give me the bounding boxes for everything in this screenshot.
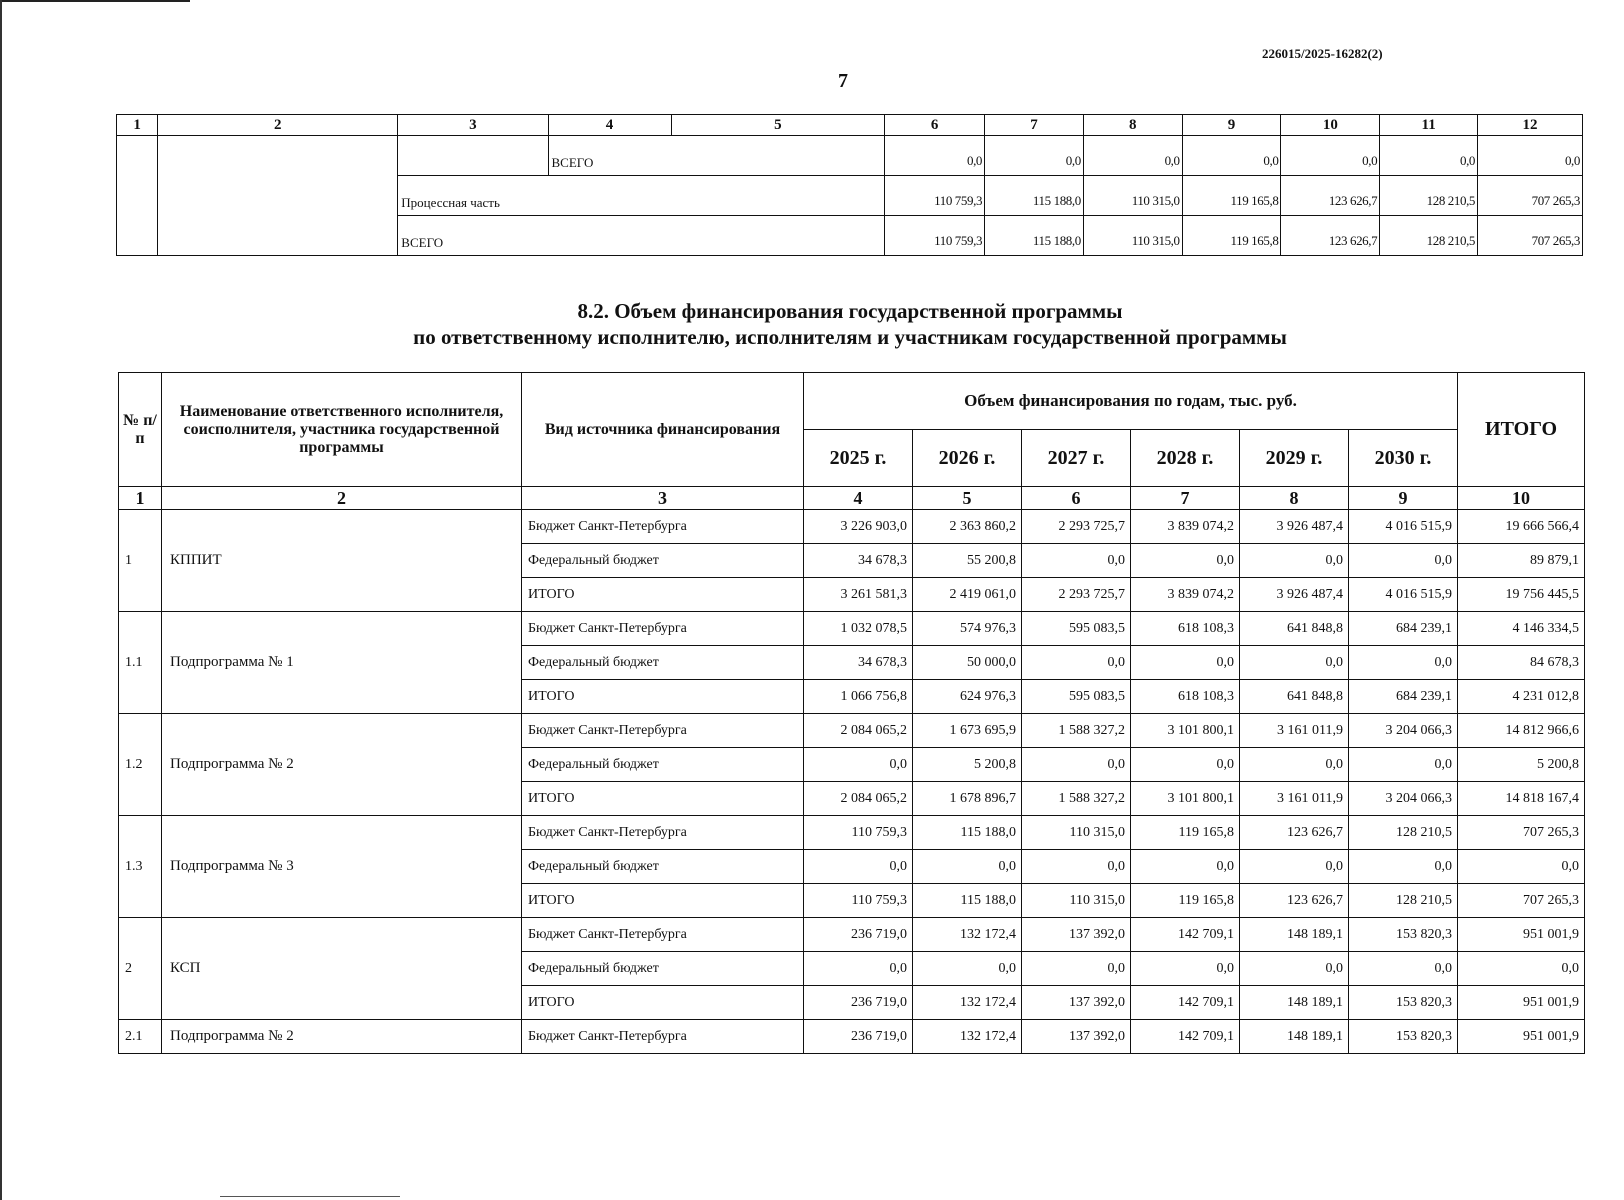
funding-source: Бюджет Санкт-Петербурга	[522, 612, 804, 646]
value-cell: 119 165,8	[1182, 176, 1281, 216]
row-index: 1	[119, 510, 162, 612]
executor-name: Подпрограмма № 2	[162, 1020, 522, 1054]
value-cell: 618 108,3	[1131, 612, 1240, 646]
value-cell: 55 200,8	[913, 544, 1022, 578]
value-cell: 707 265,3	[1478, 176, 1583, 216]
total-cell: 707 265,3	[1458, 816, 1585, 850]
value-cell: 153 820,3	[1349, 1020, 1458, 1054]
value-cell: 115 188,0	[985, 216, 1084, 256]
value-cell: 115 188,0	[913, 816, 1022, 850]
value-cell: 0,0	[1182, 136, 1281, 176]
value-cell: 110 315,0	[1022, 884, 1131, 918]
value-cell: 119 165,8	[1182, 216, 1281, 256]
header-year: 2027 г.	[1022, 430, 1131, 487]
value-cell: 0,0	[1022, 850, 1131, 884]
value-cell: 137 392,0	[1022, 918, 1131, 952]
total-cell: 707 265,3	[1458, 884, 1585, 918]
value-cell: 115 188,0	[985, 176, 1084, 216]
col-number: 3	[398, 115, 548, 136]
value-cell: 3 161 011,9	[1240, 782, 1349, 816]
value-cell: 2 084 065,2	[804, 714, 913, 748]
value-cell: 0,0	[1349, 748, 1458, 782]
table-row	[119, 612, 1585, 646]
value-cell: 142 709,1	[1131, 986, 1240, 1020]
funding-source: Бюджет Санкт-Петербурга	[522, 714, 804, 748]
funding-source: Бюджет Санкт-Петербурга	[522, 918, 804, 952]
value-cell: 137 392,0	[1022, 1020, 1131, 1054]
value-cell: 34 678,3	[804, 646, 913, 680]
col-number: 4	[548, 115, 671, 136]
document-id: 226015/2025-16282(2)	[1262, 46, 1383, 61]
total-cell: 951 001,9	[1458, 918, 1585, 952]
col-number: 11	[1380, 115, 1478, 136]
header-year: 2026 г.	[913, 430, 1022, 487]
table-row	[117, 136, 1583, 176]
value-cell: 132 172,4	[913, 918, 1022, 952]
value-cell: 119 165,8	[1131, 816, 1240, 850]
funding-source: Федеральный бюджет	[522, 952, 804, 986]
value-cell: 0,0	[913, 952, 1022, 986]
value-cell: 5 200,8	[913, 748, 1022, 782]
value-cell: 641 848,8	[1240, 612, 1349, 646]
col-number: 5	[671, 115, 885, 136]
value-cell: 3 204 066,3	[1349, 782, 1458, 816]
row-label: Процессная часть	[398, 176, 885, 216]
value-cell: 132 172,4	[913, 1020, 1022, 1054]
col-number: 10	[1281, 115, 1380, 136]
funding-source: ИТОГО	[522, 884, 804, 918]
total-cell: 4 146 334,5	[1458, 612, 1585, 646]
value-cell: 148 189,1	[1240, 918, 1349, 952]
header-volume: Объем финансирования по годам, тыс. руб.	[804, 373, 1458, 430]
table-row	[119, 1020, 1585, 1054]
col-number: 8	[1240, 487, 1349, 510]
value-cell: 707 265,3	[1478, 216, 1583, 256]
value-cell: 0,0	[1240, 646, 1349, 680]
continuation-column-numbers	[117, 115, 1583, 136]
value-cell: 236 719,0	[804, 918, 913, 952]
top-rule	[0, 0, 190, 2]
value-cell: 34 678,3	[804, 544, 913, 578]
value-cell: 0,0	[1349, 544, 1458, 578]
value-cell: 2 293 725,7	[1022, 578, 1131, 612]
total-cell: 19 756 445,5	[1458, 578, 1585, 612]
empty-cell	[398, 136, 548, 176]
value-cell: 0,0	[1380, 136, 1478, 176]
value-cell: 3 839 074,2	[1131, 510, 1240, 544]
total-cell: 14 812 966,6	[1458, 714, 1585, 748]
value-cell: 1 678 896,7	[913, 782, 1022, 816]
empty-cell	[117, 136, 158, 256]
value-cell: 132 172,4	[913, 986, 1022, 1020]
value-cell: 0,0	[1281, 136, 1380, 176]
col-number: 6	[885, 115, 985, 136]
table-row	[119, 714, 1585, 748]
value-cell: 128 210,5	[1380, 216, 1478, 256]
row-label: ВСЕГО	[548, 136, 885, 176]
value-cell: 2 293 725,7	[1022, 510, 1131, 544]
row-index: 1.3	[119, 816, 162, 918]
value-cell: 0,0	[1083, 136, 1182, 176]
total-cell: 0,0	[1458, 850, 1585, 884]
value-cell: 595 083,5	[1022, 680, 1131, 714]
funding-source: Федеральный бюджет	[522, 850, 804, 884]
value-cell: 4 016 515,9	[1349, 510, 1458, 544]
value-cell: 110 759,3	[885, 176, 985, 216]
value-cell: 0,0	[1240, 952, 1349, 986]
value-cell: 110 759,3	[804, 816, 913, 850]
value-cell: 110 315,0	[1083, 216, 1182, 256]
row-index: 2.1	[119, 1020, 162, 1054]
executor-name: КППИТ	[162, 510, 522, 612]
header-total: ИТОГО	[1458, 373, 1585, 487]
section-title-line1: 8.2. Объем финансирования государственной программы	[577, 299, 1123, 323]
col-number: 4	[804, 487, 913, 510]
value-cell: 123 626,7	[1240, 816, 1349, 850]
value-cell: 1 032 078,5	[804, 612, 913, 646]
col-number: 9	[1182, 115, 1281, 136]
value-cell: 1 588 327,2	[1022, 782, 1131, 816]
header-year: 2030 г.	[1349, 430, 1458, 487]
value-cell: 4 016 515,9	[1349, 578, 1458, 612]
value-cell: 0,0	[885, 136, 985, 176]
value-cell: 153 820,3	[1349, 918, 1458, 952]
value-cell: 0,0	[1240, 748, 1349, 782]
value-cell: 684 239,1	[1349, 680, 1458, 714]
table-row	[119, 918, 1585, 952]
value-cell: 123 626,7	[1281, 176, 1380, 216]
col-number: 2	[158, 115, 398, 136]
col-number: 3	[522, 487, 804, 510]
total-cell: 14 818 167,4	[1458, 782, 1585, 816]
funding-source: Федеральный бюджет	[522, 646, 804, 680]
value-cell: 1 673 695,9	[913, 714, 1022, 748]
executor-name: Подпрограмма № 3	[162, 816, 522, 918]
row-index: 2	[119, 918, 162, 1020]
value-cell: 110 315,0	[1022, 816, 1131, 850]
value-cell: 1 588 327,2	[1022, 714, 1131, 748]
executor-name: Подпрограмма № 2	[162, 714, 522, 816]
value-cell: 641 848,8	[1240, 680, 1349, 714]
section-title	[300, 298, 1400, 350]
executor-name: Подпрограмма № 1	[162, 612, 522, 714]
value-cell: 3 204 066,3	[1349, 714, 1458, 748]
col-number: 6	[1022, 487, 1131, 510]
value-cell: 142 709,1	[1131, 1020, 1240, 1054]
total-cell: 951 001,9	[1458, 986, 1585, 1020]
col-number: 1	[117, 115, 158, 136]
value-cell: 0,0	[1478, 136, 1583, 176]
value-cell: 142 709,1	[1131, 918, 1240, 952]
header-year: 2028 г.	[1131, 430, 1240, 487]
value-cell: 0,0	[985, 136, 1084, 176]
left-scan-edge	[0, 0, 2, 1200]
header-year: 2029 г.	[1240, 430, 1349, 487]
value-cell: 3 926 487,4	[1240, 578, 1349, 612]
funding-source: Бюджет Санкт-Петербурга	[522, 1020, 804, 1054]
header-number: № п/п	[119, 373, 162, 487]
value-cell: 0,0	[1240, 850, 1349, 884]
total-cell: 0,0	[1458, 952, 1585, 986]
value-cell: 1 066 756,8	[804, 680, 913, 714]
funding-source: Федеральный бюджет	[522, 544, 804, 578]
value-cell: 2 363 860,2	[913, 510, 1022, 544]
value-cell: 110 759,3	[804, 884, 913, 918]
executor-name: КСП	[162, 918, 522, 1020]
value-cell: 0,0	[804, 952, 913, 986]
total-cell: 84 678,3	[1458, 646, 1585, 680]
header-row	[119, 373, 1585, 430]
value-cell: 0,0	[1022, 952, 1131, 986]
value-cell: 236 719,0	[804, 986, 913, 1020]
total-cell: 19 666 566,4	[1458, 510, 1585, 544]
header-year: 2025 г.	[804, 430, 913, 487]
funding-source: Бюджет Санкт-Петербурга	[522, 816, 804, 850]
column-numbers-row	[119, 487, 1585, 510]
value-cell: 0,0	[804, 748, 913, 782]
value-cell: 0,0	[1349, 646, 1458, 680]
value-cell: 624 976,3	[913, 680, 1022, 714]
value-cell: 123 626,7	[1281, 216, 1380, 256]
value-cell: 50 000,0	[913, 646, 1022, 680]
col-number: 5	[913, 487, 1022, 510]
col-number: 2	[162, 487, 522, 510]
value-cell: 0,0	[804, 850, 913, 884]
funding-source: Федеральный бюджет	[522, 748, 804, 782]
value-cell: 3 161 011,9	[1240, 714, 1349, 748]
value-cell: 137 392,0	[1022, 986, 1131, 1020]
value-cell: 0,0	[1349, 850, 1458, 884]
table-row	[119, 510, 1585, 544]
finance-table-body	[119, 510, 1585, 1054]
header-source: Вид источника финансирования	[522, 373, 804, 487]
col-number: 8	[1083, 115, 1182, 136]
value-cell: 0,0	[913, 850, 1022, 884]
section-title-line2: по ответственному исполнителю, исполнителям и участникам государственной программы	[413, 325, 1287, 349]
value-cell: 153 820,3	[1349, 986, 1458, 1020]
empty-cell	[158, 136, 398, 256]
value-cell: 3 101 800,1	[1131, 714, 1240, 748]
row-index: 1.2	[119, 714, 162, 816]
value-cell: 3 926 487,4	[1240, 510, 1349, 544]
value-cell: 236 719,0	[804, 1020, 913, 1054]
value-cell: 0,0	[1131, 850, 1240, 884]
row-label: ВСЕГО	[398, 216, 885, 256]
value-cell: 574 976,3	[913, 612, 1022, 646]
value-cell: 0,0	[1240, 544, 1349, 578]
row-index: 1.1	[119, 612, 162, 714]
col-number: 1	[119, 487, 162, 510]
value-cell: 0,0	[1022, 748, 1131, 782]
value-cell: 0,0	[1131, 646, 1240, 680]
col-number: 9	[1349, 487, 1458, 510]
col-number: 10	[1458, 487, 1585, 510]
value-cell: 0,0	[1349, 952, 1458, 986]
total-cell: 5 200,8	[1458, 748, 1585, 782]
value-cell: 128 210,5	[1349, 884, 1458, 918]
value-cell: 110 759,3	[885, 216, 985, 256]
value-cell: 0,0	[1131, 544, 1240, 578]
col-number: 7	[985, 115, 1084, 136]
funding-source: Бюджет Санкт-Петербурга	[522, 510, 804, 544]
total-cell: 89 879,1	[1458, 544, 1585, 578]
table-row	[119, 816, 1585, 850]
value-cell: 3 261 581,3	[804, 578, 913, 612]
page-number: 7	[838, 70, 848, 92]
value-cell: 119 165,8	[1131, 884, 1240, 918]
value-cell: 3 101 800,1	[1131, 782, 1240, 816]
header-name: Наименование ответственного исполнителя, соисполнителя, участника государственной программы	[162, 373, 522, 487]
value-cell: 3 226 903,0	[804, 510, 913, 544]
funding-source: ИТОГО	[522, 782, 804, 816]
value-cell: 618 108,3	[1131, 680, 1240, 714]
value-cell: 0,0	[1131, 952, 1240, 986]
funding-source: ИТОГО	[522, 578, 804, 612]
value-cell: 128 210,5	[1380, 176, 1478, 216]
value-cell: 123 626,7	[1240, 884, 1349, 918]
funding-source: ИТОГО	[522, 680, 804, 714]
finance-table	[118, 372, 1585, 1054]
col-number: 7	[1131, 487, 1240, 510]
value-cell: 148 189,1	[1240, 986, 1349, 1020]
total-cell: 951 001,9	[1458, 1020, 1585, 1054]
value-cell: 0,0	[1022, 544, 1131, 578]
value-cell: 684 239,1	[1349, 612, 1458, 646]
value-cell: 2 084 065,2	[804, 782, 913, 816]
value-cell: 3 839 074,2	[1131, 578, 1240, 612]
value-cell: 115 188,0	[913, 884, 1022, 918]
value-cell: 110 315,0	[1083, 176, 1182, 216]
value-cell: 595 083,5	[1022, 612, 1131, 646]
funding-source: ИТОГО	[522, 986, 804, 1020]
value-cell: 148 189,1	[1240, 1020, 1349, 1054]
value-cell: 0,0	[1022, 646, 1131, 680]
total-cell: 4 231 012,8	[1458, 680, 1585, 714]
bottom-rule	[220, 1196, 400, 1197]
value-cell: 0,0	[1131, 748, 1240, 782]
value-cell: 2 419 061,0	[913, 578, 1022, 612]
value-cell: 128 210,5	[1349, 816, 1458, 850]
continuation-table	[116, 114, 1583, 256]
col-number: 12	[1478, 115, 1583, 136]
